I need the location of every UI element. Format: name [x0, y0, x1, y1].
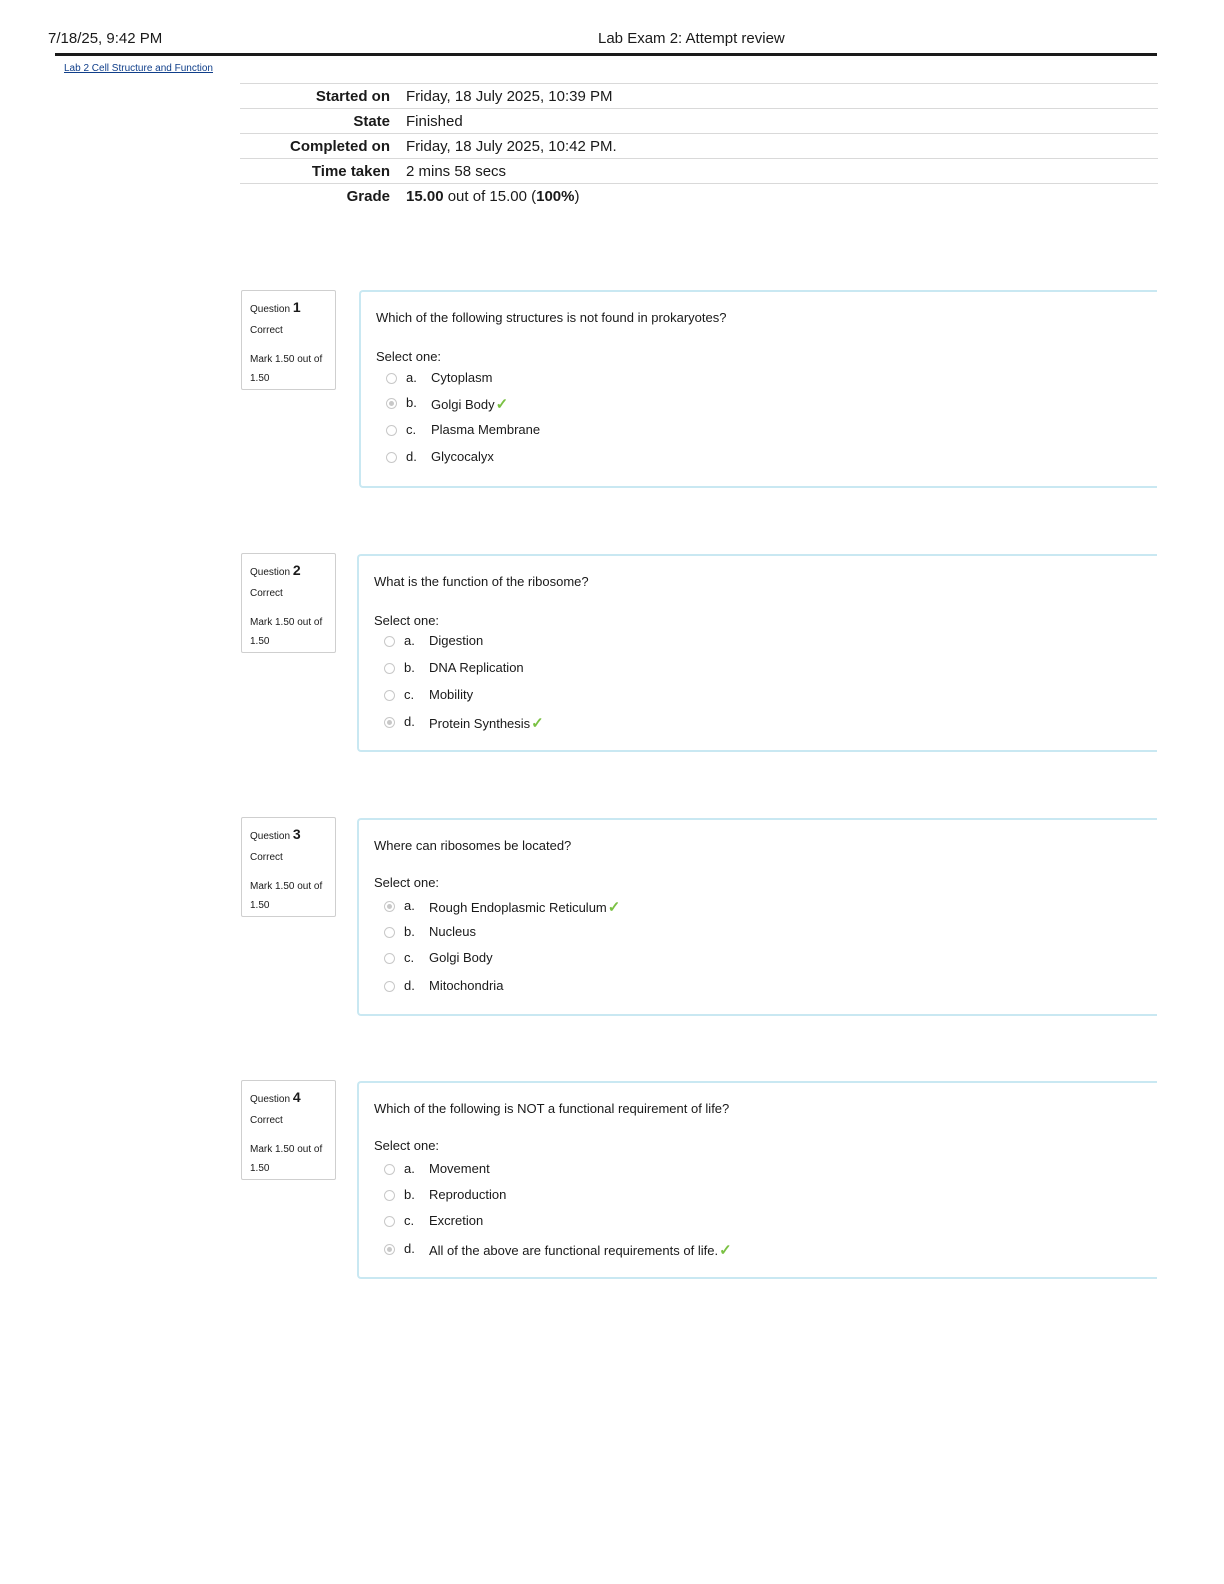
answer-letter: c. [406, 422, 417, 437]
completed-on-value: Friday, 18 July 2025, 10:42 PM. [406, 134, 1158, 159]
radio-button[interactable] [384, 1244, 395, 1255]
grade-value [406, 184, 1158, 209]
answer-option[interactable] [376, 370, 1136, 390]
answer-letter: d. [404, 714, 415, 729]
question-label: Question [250, 1094, 291, 1105]
attempt-summary-table [240, 83, 1158, 208]
answer-label [431, 370, 492, 385]
grade-label: Grade [240, 184, 406, 209]
answer-letter: d. [406, 449, 417, 464]
answer-option[interactable] [374, 633, 1134, 653]
check-icon: ✓ [719, 1242, 732, 1259]
started-on-label: Started on [240, 84, 406, 109]
question-number-value: 3 [292, 826, 301, 842]
answer-letter: b. [404, 924, 415, 939]
answer-text: Digestion [429, 633, 484, 648]
answer-letter: d. [404, 978, 415, 993]
answer-option[interactable] [374, 1187, 1134, 1207]
answer-option[interactable] [376, 422, 1136, 442]
answer-label [429, 898, 620, 916]
answer-letter: c. [404, 1213, 415, 1228]
answer-text: Golgi Body [429, 950, 493, 965]
answer-text: Mobility [429, 687, 474, 702]
radio-button[interactable] [384, 953, 395, 964]
answer-label [431, 422, 540, 437]
question-label: Question [250, 567, 291, 578]
answer-text: DNA Replication [429, 660, 524, 675]
question-text: Which of the following is NOT a functional requirement of life? [374, 1101, 730, 1116]
answer-option[interactable] [374, 978, 1134, 998]
question-mark: Mark 1.50 out of 1.50 [250, 617, 323, 647]
question-label: Question [250, 831, 291, 842]
question-state: Correct [250, 325, 283, 336]
select-one-label: Select one: [376, 349, 442, 364]
select-one-label: Select one: [374, 1138, 440, 1153]
question-content-1 [359, 290, 1157, 488]
radio-button[interactable] [386, 452, 397, 463]
answer-option[interactable] [376, 449, 1136, 469]
answer-letter: a. [404, 633, 415, 648]
answer-option[interactable] [374, 924, 1134, 944]
answer-letter: d. [404, 1241, 415, 1256]
question-info-1 [241, 290, 336, 390]
completed-on-label: Completed on [240, 134, 406, 159]
answer-text: Plasma Membrane [431, 422, 541, 437]
answer-option[interactable] [374, 950, 1134, 970]
radio-button[interactable] [384, 663, 395, 674]
answer-text: All of the above are functional requirements of life. [429, 1243, 719, 1258]
select-one-label: Select one: [374, 875, 440, 890]
radio-button[interactable] [384, 901, 395, 912]
answer-letter: a. [404, 1161, 415, 1176]
grade-close: ) [574, 187, 580, 205]
answer-option[interactable] [374, 660, 1134, 680]
answer-label [429, 1161, 490, 1176]
answer-label [429, 950, 493, 965]
time-taken-value: 2 mins 58 secs [406, 159, 1158, 184]
check-icon: ✓ [495, 396, 509, 413]
answer-label [431, 449, 494, 464]
answer-text: Reproduction [429, 1187, 507, 1202]
answer-option[interactable] [374, 1213, 1134, 1233]
answer-label [429, 687, 473, 702]
question-info-3 [241, 817, 336, 917]
radio-button[interactable] [386, 398, 397, 409]
question-number [250, 299, 301, 315]
answer-label [429, 1241, 732, 1259]
page-title: Lab Exam 2: Attempt review [598, 30, 785, 47]
answer-label [429, 714, 544, 732]
answer-label [429, 978, 503, 993]
question-info-2 [241, 553, 336, 653]
question-state: Correct [250, 588, 283, 599]
answer-text: Movement [429, 1161, 490, 1176]
summary-row-completed [240, 134, 1158, 159]
grade-percent: 100% [536, 187, 575, 205]
question-mark: Mark 1.50 out of 1.50 [250, 1144, 323, 1174]
question-state: Correct [250, 852, 283, 863]
answer-label [429, 924, 476, 939]
breadcrumb-link[interactable]: Lab 2 Cell Structure and Function [64, 63, 213, 74]
question-number-value: 4 [292, 1089, 301, 1105]
answer-label [429, 1187, 506, 1202]
answer-option[interactable] [374, 687, 1134, 707]
radio-button[interactable] [384, 1190, 395, 1201]
radio-button[interactable] [384, 636, 395, 647]
radio-button[interactable] [384, 927, 395, 938]
answer-text: Glycocalyx [431, 449, 494, 464]
answer-label [431, 395, 508, 413]
radio-button[interactable] [384, 981, 395, 992]
select-one-label: Select one: [374, 613, 440, 628]
print-header [48, 30, 1158, 54]
summary-row-started [240, 84, 1158, 109]
answer-label [429, 660, 524, 675]
answer-letter: c. [404, 950, 415, 965]
question-content-2 [357, 554, 1157, 752]
question-content-4 [357, 1081, 1157, 1279]
question-mark: Mark 1.50 out of 1.50 [250, 354, 323, 384]
answer-text: Nucleus [429, 924, 476, 939]
started-on-value: Friday, 18 July 2025, 10:39 PM [406, 84, 1158, 109]
answer-option[interactable] [374, 714, 1134, 734]
radio-button[interactable] [386, 373, 397, 384]
radio-button[interactable] [386, 425, 397, 436]
state-value: Finished [406, 109, 1158, 134]
header-divider [55, 53, 1157, 56]
question-number [250, 562, 301, 578]
summary-row-grade [240, 184, 1158, 209]
question-number-value: 2 [292, 562, 301, 578]
time-taken-label: Time taken [240, 159, 406, 184]
answer-text: Mitochondria [429, 978, 504, 993]
summary-row-time [240, 159, 1158, 184]
question-number [250, 826, 301, 842]
question-label: Question [250, 304, 291, 315]
answer-text: Golgi Body [431, 397, 495, 412]
answer-letter: b. [404, 1187, 415, 1202]
answer-letter: b. [406, 395, 417, 410]
state-label: State [240, 109, 406, 134]
print-datetime: 7/18/25, 9:42 PM [48, 30, 163, 47]
answer-letter: a. [406, 370, 417, 385]
question-content-3 [357, 818, 1157, 1016]
question-text: What is the function of the ribosome? [374, 574, 589, 589]
question-number-value: 1 [292, 299, 301, 315]
summary-row-state [240, 109, 1158, 134]
answer-text: Cytoplasm [431, 370, 493, 385]
grade-out-of: out of 15.00 ( [443, 187, 537, 205]
radio-button[interactable] [384, 690, 395, 701]
check-icon: ✓ [607, 899, 621, 916]
radio-button[interactable] [384, 1216, 395, 1227]
answer-option[interactable] [374, 1161, 1134, 1181]
answer-option[interactable] [374, 1241, 1134, 1261]
question-state: Correct [250, 1115, 283, 1126]
answer-label [429, 1213, 483, 1228]
question-number [250, 1089, 301, 1105]
answer-text: Excretion [429, 1213, 484, 1228]
question-info-4 [241, 1080, 336, 1180]
answer-text: Protein Synthesis [429, 716, 531, 731]
answer-label [429, 633, 483, 648]
answer-text: Rough Endoplasmic Reticulum [429, 900, 607, 915]
answer-option[interactable] [374, 898, 1134, 918]
question-mark: Mark 1.50 out of 1.50 [250, 881, 323, 911]
radio-button[interactable] [384, 717, 395, 728]
question-text: Where can ribosomes be located? [374, 838, 572, 853]
radio-button[interactable] [384, 1164, 395, 1175]
answer-option[interactable] [376, 395, 1136, 415]
answer-letter: a. [404, 898, 415, 913]
answer-letter: c. [404, 687, 415, 702]
answer-letter: b. [404, 660, 415, 675]
grade-score: 15.00 [406, 187, 444, 205]
check-icon: ✓ [531, 715, 544, 732]
question-text: Which of the following structures is not found in prokaryotes? [376, 310, 727, 325]
